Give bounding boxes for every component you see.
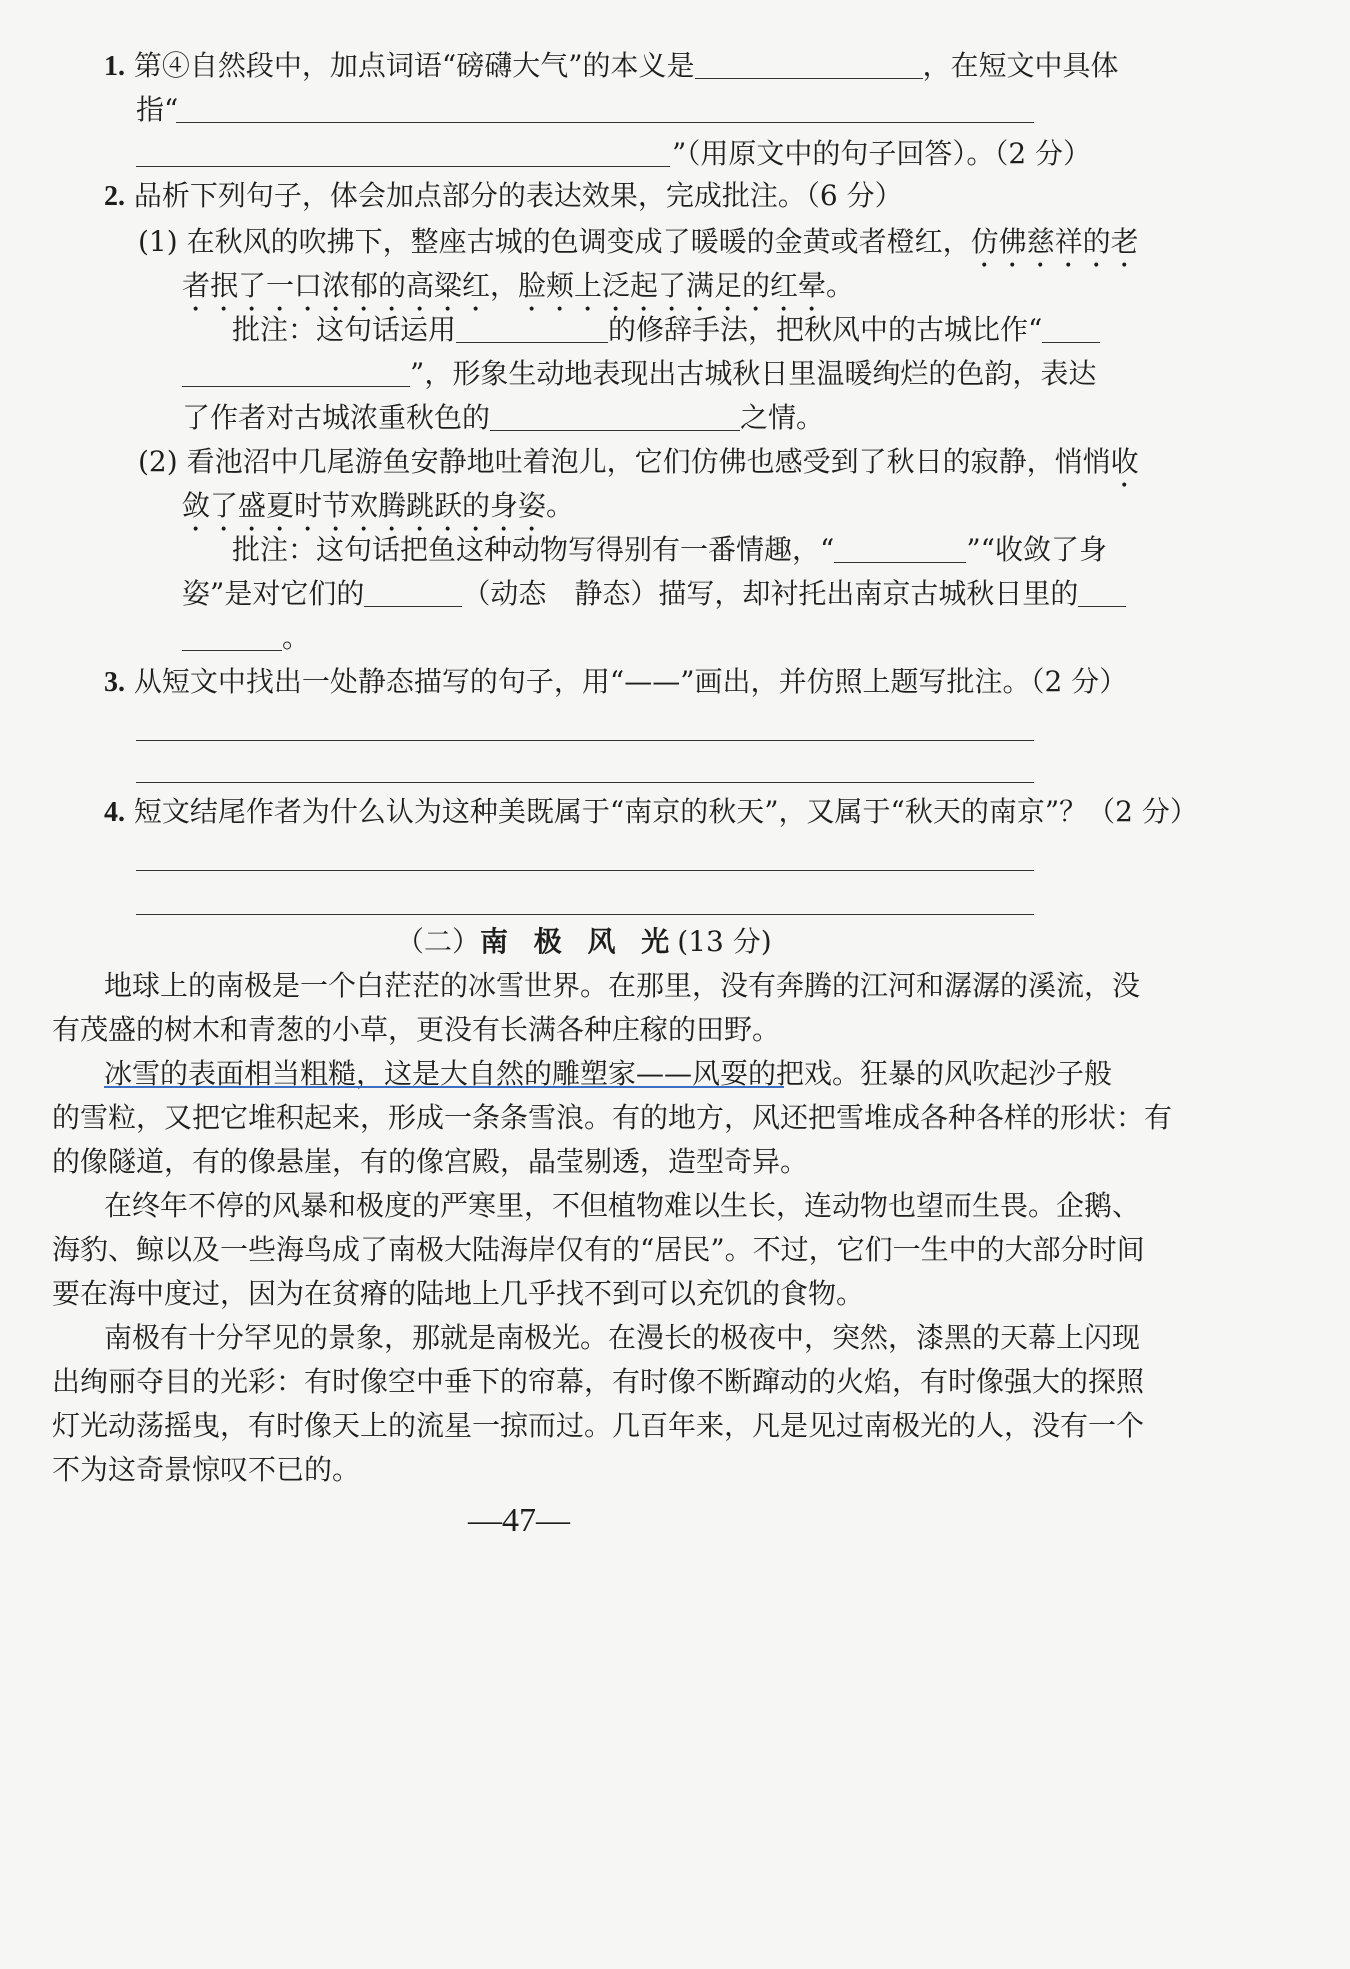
sentence-text: 看池沼中几尾游鱼安静地吐着泡儿，它们仿佛也感受到了秋日的寂静，悄悄 [186,445,1111,478]
passage-line: 要在海中度过，因为在贫瘠的陆地上几乎找不到可以充饥的食物。 [52,1277,865,1310]
note-text: 了作者对古城浓重秋色的 [182,401,491,434]
note-text: ”“收敛了身 [966,533,1107,566]
section-points: (13 分) [677,925,772,958]
dotted-phrase: 收 [1110,445,1139,478]
sentence-text: 。 [546,489,575,522]
dotted-phrase: 者抿了一口浓郁的高粱红，脸颊上泛起了满足的红晕 [182,269,827,302]
pen-underline [104,1086,784,1088]
answer-blank[interactable] [456,312,608,343]
question-1-line-2 [136,82,178,138]
sentence-text: 。 [826,269,855,302]
passage-line: 有茂盛的树木和青葱的小草，更没有长满各种庄稼的田野。 [52,1013,781,1046]
passage-line: 冰雪的表面相当粗糙，这是大自然的雕塑家——风耍的把戏。狂暴的风吹起沙子般 [104,1057,1113,1090]
note-text: 批注：这句话运用 [232,313,457,346]
note-text: 之情。 [740,401,825,434]
sentence-text: 在秋风的吹拂下，整座古城的色调变成了暖暖的金黄或者橙红， [186,225,971,258]
question-3 [104,654,1127,711]
answer-blank[interactable] [182,356,410,387]
note-2-line-2 [182,566,1126,622]
answer-blank[interactable] [695,48,923,79]
note-text: ”，形象生动地表现出古城秋日里温暖绚烂的色韵，表达 [410,357,1097,390]
question-text: 品析下列句子，体会加点部分的表达效果，完成批注。（6 分） [133,179,903,212]
answer-line[interactable] [136,782,1034,783]
question-number: 1. [104,51,125,82]
passage-line: 在终年不停的风暴和极度的严寒里，不但植物难以生长，连动物也望而生畏。企鹅、 [104,1189,1141,1222]
note-text: 。 [282,621,311,654]
question-1-line-1 [104,38,1119,95]
question-number: 4. [104,797,125,828]
question-text: 指“ [136,93,179,126]
answer-blank[interactable] [182,620,282,651]
answer-blank[interactable] [1042,312,1100,343]
answer-blank[interactable] [490,400,740,431]
question-number: 2. [104,181,125,212]
answer-line[interactable] [136,740,1034,741]
question-text: ”（用原文中的句子回答）。（2 分） [672,137,1092,170]
question-number: 3. [104,667,125,698]
passage-line: 南极有十分罕见的景象，那就是南极光。在漫长的极夜中，突然，漆黑的天幕上闪现 [104,1321,1141,1354]
sub-question-label: (2) [138,445,178,478]
answer-blank[interactable] [364,576,462,607]
passage-line: 地球上的南极是一个白茫茫的冰雪世界。在那里，没有奔腾的江河和潺潺的溪流，没 [104,969,1141,1002]
answer-line[interactable] [176,122,1034,123]
passage-line: 海豹、鲸以及一些海鸟成了南极大陆海岸仅有的“居民”。不过，它们一生中的大部分时间 [52,1233,1145,1266]
question-text: 从短文中找出一处静态描写的句子，用“——”画出，并仿照上题写批注。（2 分） [133,665,1128,698]
passage-line: 的像隧道，有的像悬崖，有的像宫殿，晶莹剔透，造型奇异。 [52,1145,809,1178]
note-text: （动态 静态）描写，却衬托出南京古城秋日里的 [462,577,1079,610]
note-text: 姿”是对它们的 [182,577,365,610]
question-text: ，在短文中具体 [922,49,1119,82]
question-4 [104,784,1198,841]
question-text: 第④自然段中，加点词语“磅礴大气”的本义是 [133,49,695,82]
sub-question-label: (1) [138,225,178,258]
page-number [468,1502,570,1540]
question-text: 短文结尾作者为什么认为这种美既属于“南京的秋天”，又属于“秋天的南京”？（2 分） [133,795,1198,828]
note-text: 的修辞手法，把秋风中的古城比作“ [608,313,1043,346]
page-number-value: 47 [502,1502,536,1539]
answer-line[interactable] [136,870,1034,871]
dotted-phrase: 敛了盛夏时节欢腾跳跃的身姿 [182,489,547,522]
dotted-phrase: 仿佛慈祥的老 [970,225,1139,258]
note-text: 批注：这句话把鱼这种动物写得别有一番情趣，“ [232,533,835,566]
passage-line: 的雪粒，又把它堆积起来，形成一条条雪浪。有的地方，风还把雪堆成各种各样的形状：有 [52,1101,1173,1134]
answer-line[interactable] [136,166,670,167]
dash-left: — [468,1502,502,1539]
answer-blank[interactable] [1078,576,1126,607]
section-heading: 南 极 风 光 [480,925,678,958]
answer-blank[interactable] [834,532,966,563]
passage-line: 不为这奇景惊叹不已的。 [52,1453,361,1486]
passage-line: 出绚丽夺目的光彩：有时像空中垂下的帘幕，有时像不断蹿动的火焰，有时像强大的探照 [52,1365,1145,1398]
passage-line: 灯光动荡摇曳，有时像天上的流星一掠而过。几百年来，凡是见过南极光的人，没有一个 [52,1409,1145,1442]
section-label: （二） [396,925,481,958]
dash-right: — [536,1502,570,1539]
